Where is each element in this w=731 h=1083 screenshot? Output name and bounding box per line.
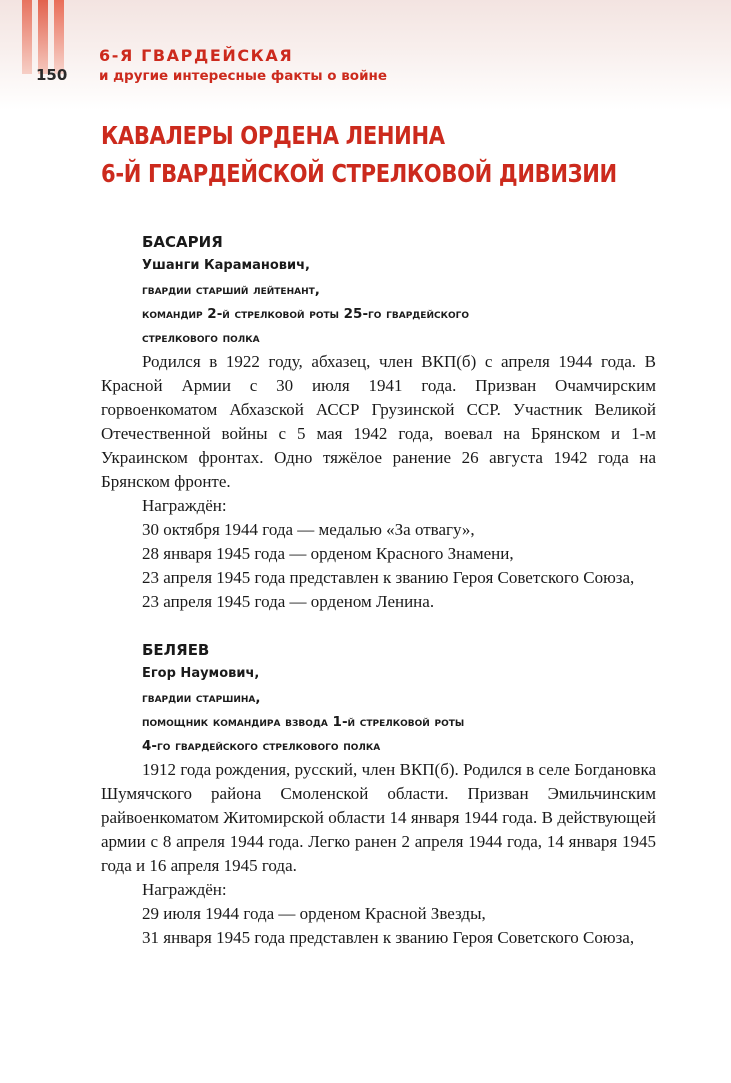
person-bio: 1912 года рождения, русский, член ВКП(б). Родился в селе Богдановка Шумячского района Смоленской области. Призван Эмильчинским райвоенкоматом Житомирской области 14 января 1944 года. В действующей армии с 8 апреля 1944 года. Легко ранен 2 апреля 1944 года, 14 января 1945 года и 16 апреля 1945 года. (101, 760, 656, 875)
person-position: 4-го гвардейского стрелкового полка (142, 738, 381, 754)
person-name: Ушанги Караманович, (142, 258, 310, 273)
award-item: 29 июля 1944 года — орденом Красной Звезды, (142, 904, 486, 923)
award-item: 28 января 1945 года — орденом Красного Знамени, (142, 544, 514, 563)
person-position: стрелкового полка (142, 330, 260, 346)
person-surname: БАСАРИЯ (142, 233, 223, 251)
section-title-line-1: КАВАЛЕРЫ ОРДЕНА ЛЕНИНА (101, 121, 445, 150)
person-rank: гвардии старший лейтенант, (142, 282, 320, 298)
person-bio: Родился в 1922 году, абхазец, член ВКП(б) с апреля 1944 года. В Красной Армии с 30 июля 1941 года. Призван Очамчирским горвоенкоматом Абхазской АССР Грузинской ССР. Участник Великой Отечественной войны с 5 мая 1942 года, воевал на Брянском и 1-м Украинском фронтах. Одно тяжёлое ранение 26 августа 1942 года на Брянском фронте. (101, 352, 656, 491)
awarded-label: Награждён: (142, 496, 227, 515)
person-position: помощник командира взвода 1-й стрелковой роты (142, 714, 465, 730)
page-number: 150 (36, 66, 68, 84)
award-item: 30 октября 1944 года — медалью «За отвагу», (142, 520, 475, 539)
person-entry (101, 230, 656, 614)
running-subtitle: и другие интересные факты о войне (99, 68, 388, 84)
running-title: 6-Я ГВАРДЕЙСКАЯ (99, 46, 294, 65)
award-item: 23 апреля 1945 года — орденом Ленина. (142, 592, 435, 611)
award-item: 31 января 1945 года представлен к званию Героя Советского Союза, (142, 928, 635, 947)
award-item: 23 апреля 1945 года представлен к званию Героя Советского Союза, (142, 568, 635, 587)
section-title (101, 117, 617, 193)
section-title-line-2: 6-Й ГВАРДЕЙСКОЙ СТРЕЛКОВОЙ ДИВИЗИИ (101, 159, 617, 188)
person-rank: гвардии старшина, (142, 690, 261, 706)
content (101, 230, 656, 974)
person-entry (101, 638, 656, 950)
person-name: Егор Наумович, (142, 666, 260, 681)
person-surname: БЕЛЯЕВ (142, 641, 210, 659)
awarded-label: Награждён: (142, 880, 227, 899)
person-position: командир 2-й стрелковой роты 25-го гвардейского (142, 306, 469, 322)
